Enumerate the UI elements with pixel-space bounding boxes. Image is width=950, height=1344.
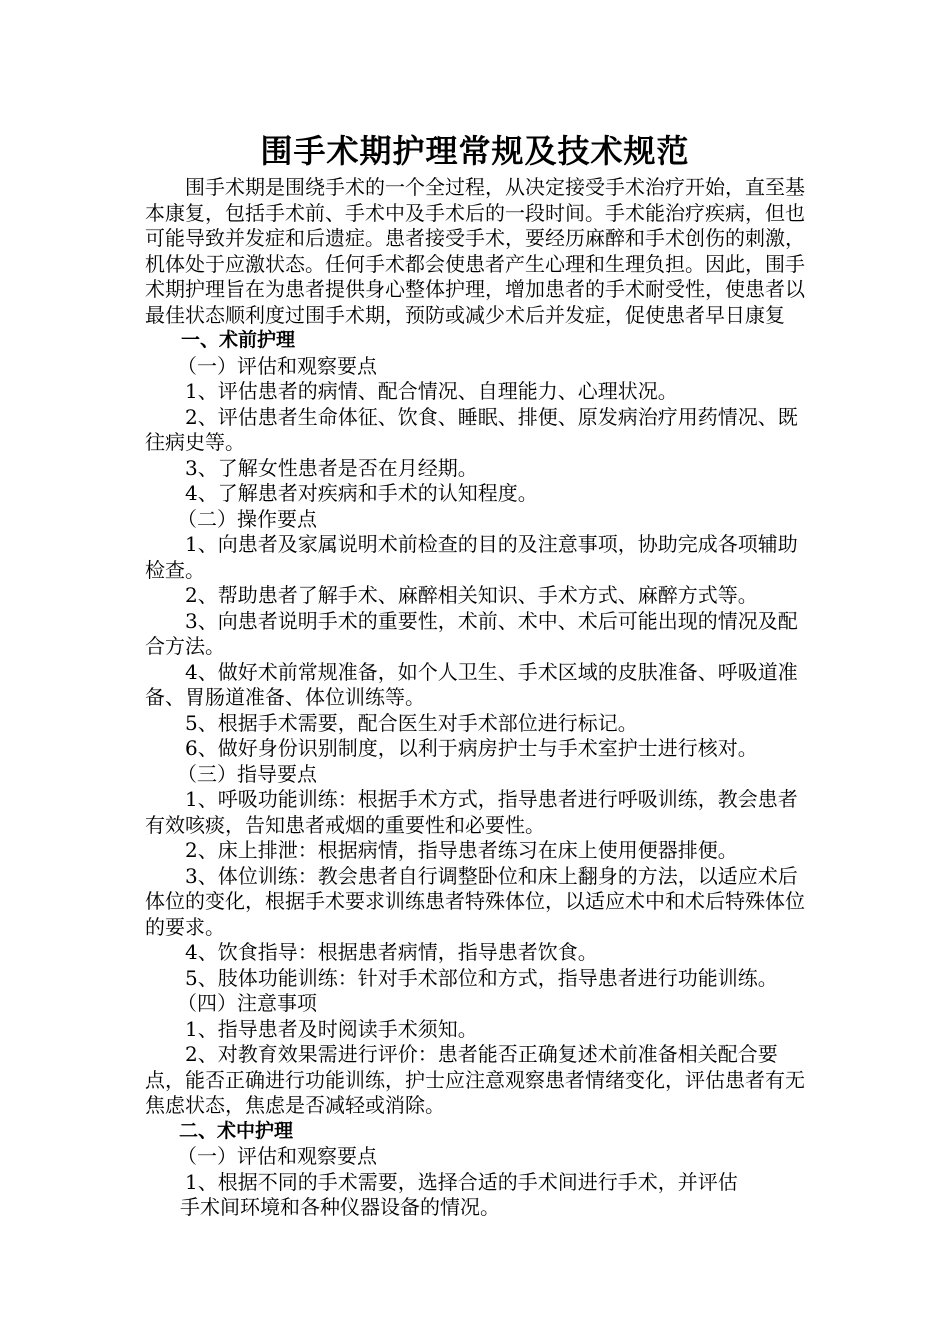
- subheading-guidance: （三）指导要点: [177, 761, 317, 786]
- list-item: 3、了解女性患者是否在月经期。: [185, 455, 478, 480]
- list-item: 5、肢体功能训练：针对手术部位和方式，指导患者进行功能训练。: [185, 965, 778, 990]
- list-item-continuation: 手术间环境和各种仪器设备的情况。: [180, 1195, 500, 1219]
- document-body: [145, 175, 810, 1221]
- list-item: 2、帮助患者了解手术、麻醉相关知识、手术方式、麻醉方式等。: [185, 583, 758, 607]
- document-title: 围手术期护理常规及技术规范: [260, 132, 690, 170]
- list-item: 3、体位训练：教会患者自行调整卧位和床上翻身的方法，以适应术后体位的变化，根据手术要求训练患者特殊体位，以适应术中和术后特殊体位的要求。: [145, 863, 805, 939]
- subheading-assessment: （一）评估和观察要点: [177, 353, 377, 378]
- subheading-precautions: （四）注意事项: [177, 991, 317, 1015]
- list-item: 4、饮食指导：根据患者病情，指导患者饮食。: [185, 940, 598, 964]
- list-item: 1、呼吸功能训练：根据手术方式，指导患者进行呼吸训练，教会患者有效咳痰，告知患者戒烟的重要性和必要性。: [145, 787, 798, 837]
- section-heading-preop: 一、术前护理: [181, 329, 296, 351]
- list-item: 2、床上排泄：根据病情，指导患者练习在床上使用便器排便。: [185, 838, 738, 862]
- list-item: 6、做好身份识别制度，以利于病房护士与手术室护士进行核对。: [185, 736, 758, 760]
- list-item: 5、根据手术需要，配合医生对手术部位进行标记。: [185, 710, 638, 735]
- section-heading-intraop: 二、术中护理: [179, 1119, 294, 1142]
- list-item: 4、做好术前常规准备，如个人卫生、手术区域的皮肤准备、呼吸道准备、胃肠道准备、体位训练等。: [145, 659, 798, 709]
- subheading-assessment-intraop: （一）评估和观察要点: [177, 1144, 377, 1168]
- list-item: 3、向患者说明手术的重要性，术前、术中、术后可能出现的情况及配合方法。: [145, 608, 798, 658]
- intro-paragraph: 围手术期是围绕手术的一个全过程，从决定接受手术治疗开始，直至基本康复，包括手术前、手术中及手术后的一段时间。手术能治疗疾病，但也可能导致并发症和后遗症。患者接受手术，要经历麻醉和手术创伤的刺激，机体处于应激状态。任何手术都会使患者产生心理和生理负担。因此，围手术期护理旨在为患者提供身心整体护理，增加患者的手术耐受性，使患者以最佳状态顺利度过围手术期，预防或减少术后并发症，促使患者早日康复: [145, 175, 805, 327]
- subheading-operation: （二）操作要点: [177, 506, 317, 531]
- list-item: 2、对教育效果需进行评价：患者能否正确复述术前准备相关配合要点，能否正确进行功能训练，护士应注意观察患者情绪变化，评估患者有无焦虑状态，焦虑是否减轻或消除。: [145, 1042, 805, 1117]
- list-item: 1、评估患者的病情、配合情况、自理能力、心理状况。: [185, 379, 678, 403]
- list-item: 1、根据不同的手术需要，选择合适的手术间进行手术，并评估: [185, 1169, 738, 1194]
- list-item: 4、了解患者对疾病和手术的认知程度。: [185, 481, 538, 505]
- list-item: 2、评估患者生命体征、饮食、睡眠、排便、原发病治疗用药情况、既往病史等。: [145, 404, 798, 454]
- list-item: 1、指导患者及时阅读手术须知。: [185, 1016, 478, 1041]
- list-item: 1、向患者及家属说明术前检查的目的及注意事项，协助完成各项辅助检查。: [145, 532, 798, 582]
